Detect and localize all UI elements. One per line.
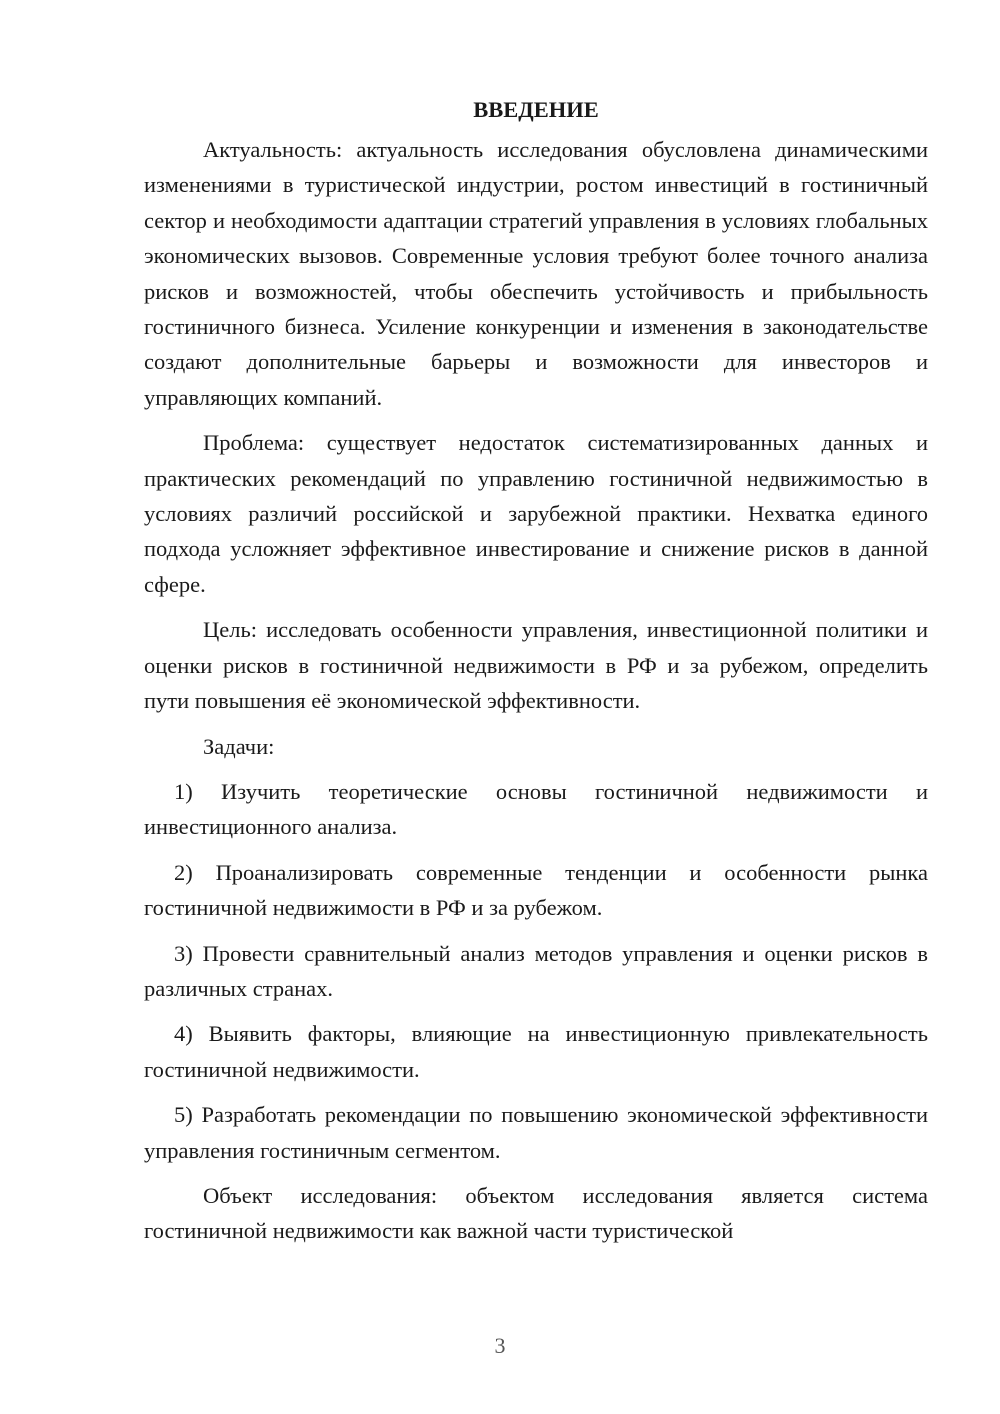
page-title: ВВЕДЕНИЕ	[473, 97, 599, 122]
task-number: 1)	[174, 778, 193, 804]
goal-paragraph: Цель: исследовать особенности управления, инвестиционной политики и оценки рисков в гостиничной недвижимости в РФ и за рубежом, определить пути повышения её экономической эффективности.	[144, 617, 928, 714]
task-number: 3)	[174, 940, 193, 966]
task-number: 5)	[174, 1102, 193, 1128]
relevance-paragraph: Актуальность: актуальность исследования обусловлена динамическими изменениями в туристической индустрии, ростом инвестиций в гостиничный сектор и необходимости адаптации стратегий управления в условиях глобальных экономических вызовов. Современные условия требуют более точного анализа рисков и возможностей, чтобы обеспечить устойчивость и прибыльность гостиничного бизнеса. Усиление конкуренции и изменения в законодательстве создают дополнительные барьеры и возможности для инвесторов и управляющих компаний.	[144, 137, 928, 410]
page-number: 3	[494, 1333, 506, 1358]
task-item	[144, 936, 928, 1007]
tasks-heading: Задачи:	[203, 733, 275, 759]
task-item	[144, 1016, 928, 1087]
task-item	[144, 1097, 928, 1168]
task-item	[144, 774, 928, 845]
task-text: Разработать рекомендации по повышению экономической эффективности управления гостиничным сегментом.	[144, 1102, 928, 1163]
task-text: Провести сравнительный анализ методов управления и оценки рисков в различных странах.	[144, 940, 928, 1001]
task-text: Проанализировать современные тенденции и особенности рынка гостиничной недвижимости в РФ и за рубежом.	[144, 859, 929, 921]
task-text: Изучить теоретические основы гостиничной недвижимости и инвестиционного анализа.	[144, 778, 929, 840]
task-item	[144, 855, 928, 926]
problem-paragraph: Проблема: существует недостаток систематизированных данных и практических рекомендаций по управлению гостиничной недвижимостью в условиях различий российской и зарубежной практики. Нехватка единого подхода усложняет эффективное инвестирование и снижение рисков в данной сфере.	[144, 430, 928, 597]
task-number: 4)	[174, 1021, 193, 1047]
object-paragraph: Объект исследования: объектом исследования является система гостиничной недвижимости как важной части туристической	[144, 1182, 928, 1244]
document-body	[144, 92, 928, 1249]
task-text: Выявить факторы, влияющие на инвестиционную привлекательность гостиничной недвижимости.	[144, 1021, 928, 1082]
task-number: 2)	[174, 859, 193, 885]
